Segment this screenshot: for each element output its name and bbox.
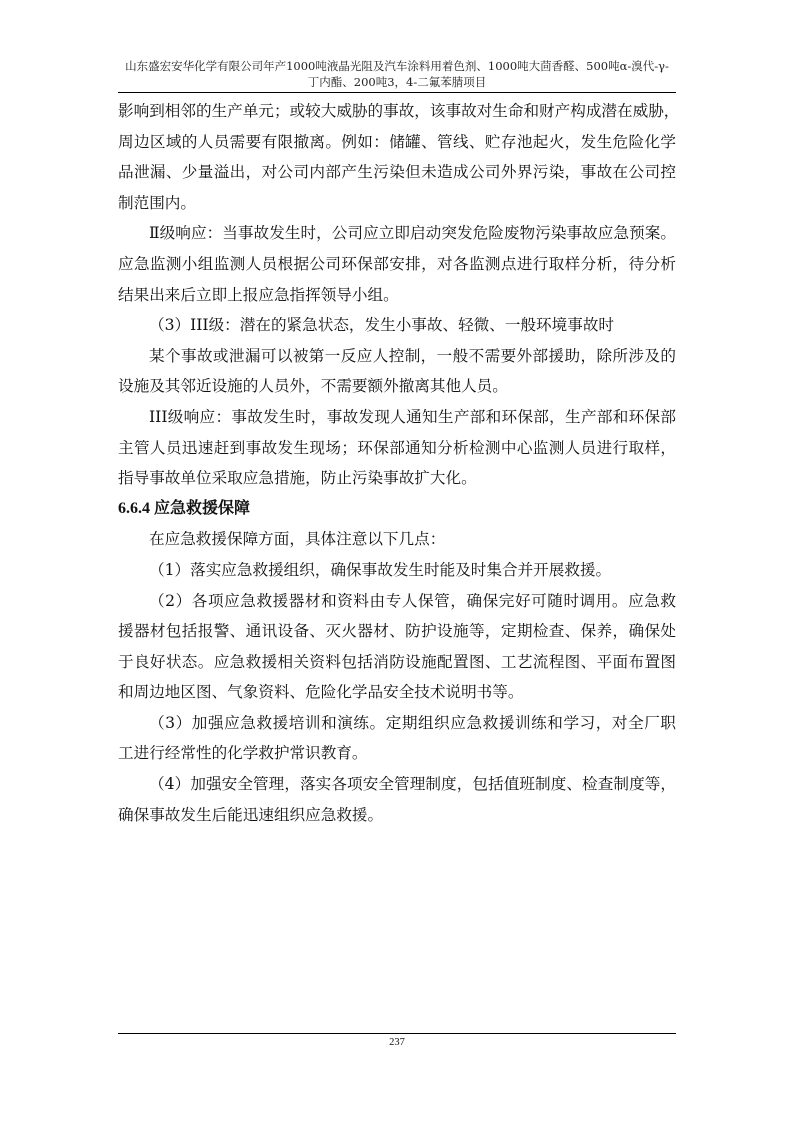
text-line: （3）III级：潜在的紧急状态，发生小事故、轻微、一般环境事故时 bbox=[149, 316, 615, 335]
text-line: 确保事故发生后能迅速组织应急救援。 bbox=[118, 805, 384, 824]
text-line: 某个事故或泄漏可以被第一反应人控制，一般不需要外部援助，除所涉及的 bbox=[149, 346, 676, 365]
page-number: 237 bbox=[389, 1037, 405, 1048]
section-heading bbox=[118, 494, 676, 525]
text-line: （1）落实应急救援组织，确保事故发生时能及时集合并开展救援。 bbox=[149, 560, 612, 579]
text-line: 指导事故单位采取应急措施，防止污染事故扩大化。 bbox=[118, 469, 477, 488]
text-line: （3）加强应急救援培训和演练。定期组织应急救援训练和学习，对全厂职 bbox=[149, 713, 676, 732]
text-line: III级响应：事故发生时，事故发现人通知生产部和环保部，生产部和环保部 bbox=[149, 407, 676, 426]
paragraph bbox=[118, 402, 676, 494]
text-line: 周边区域的人员需要有限撤离。例如：储罐、管线、贮存池起火，发生危险化学 bbox=[118, 132, 676, 151]
text-line: 和周边地区图、气象资料、危险化学品安全技术说明书等。 bbox=[118, 683, 524, 702]
header-divider bbox=[118, 92, 676, 93]
text-line: （4）加强安全管理，落实各项安全管理制度，包括值班制度、检查制度等， bbox=[149, 775, 676, 794]
document-body bbox=[118, 96, 680, 830]
text-line: Ⅱ级响应：当事故发生时，公司应立即启动突发危险废物污染事故应急预案。 bbox=[149, 224, 676, 243]
text-line: 结果出来后立即上报应急指挥领导小组。 bbox=[118, 285, 399, 304]
text-line: 在应急救援保障方面，具体注意以下几点： bbox=[149, 530, 446, 549]
paragraph bbox=[118, 524, 676, 555]
paragraph bbox=[118, 555, 676, 586]
paragraph bbox=[118, 586, 676, 708]
paragraph bbox=[118, 341, 676, 402]
text-line: 品泄漏、少量溢出，对公司内部产生污染但未造成公司外界污染，事故在公司控 bbox=[118, 163, 676, 182]
paragraph bbox=[118, 708, 676, 769]
paragraph bbox=[118, 769, 676, 830]
text-line: （2）各项应急救援器材和资料由专人保管，确保完好可随时调用。应急救 bbox=[149, 591, 676, 610]
footer-divider bbox=[118, 1033, 676, 1034]
text-line: 设施及其邻近设施的人员外，不需要额外撤离其他人员。 bbox=[118, 377, 508, 396]
text-line: 应急监测小组监测人员根据公司环保部安排，对各监测点进行取样分析，待分析 bbox=[118, 254, 676, 273]
running-header bbox=[118, 58, 676, 90]
paragraph bbox=[118, 218, 676, 310]
text-line: 6.6.4 应急救援保障 bbox=[118, 499, 251, 517]
text-line: 工进行经常性的化学救护常识教育。 bbox=[118, 744, 368, 763]
text-line: 主管人员迅速赶到事故发生现场；环保部通知分析检测中心监测人员进行取样， bbox=[118, 438, 676, 457]
paragraph bbox=[118, 310, 676, 341]
header-line-2: 丁内酯、200吨3，4-二氟苯腈项目 bbox=[307, 75, 487, 89]
header-line-1: 山东盛宏安华化学有限公司年产1000吨液晶光阻及汽车涂料用着色剂、1000吨大茴香醛、500吨α-溴代-γ- bbox=[125, 59, 669, 73]
text-line: 于良好状态。应急救援相关资料包括消防设施配置图、工艺流程图、平面布置图 bbox=[118, 652, 676, 671]
text-line: 援器材包括报警、通讯设备、灭火器材、防护设施等，定期检查、保养，确保处 bbox=[118, 622, 676, 641]
text-line: 影响到相邻的生产单元；或较大威胁的事故，该事故对生命和财产构成潜在威胁， bbox=[118, 102, 680, 120]
text-line: 制范围内。 bbox=[118, 193, 196, 212]
paragraph bbox=[118, 96, 680, 218]
